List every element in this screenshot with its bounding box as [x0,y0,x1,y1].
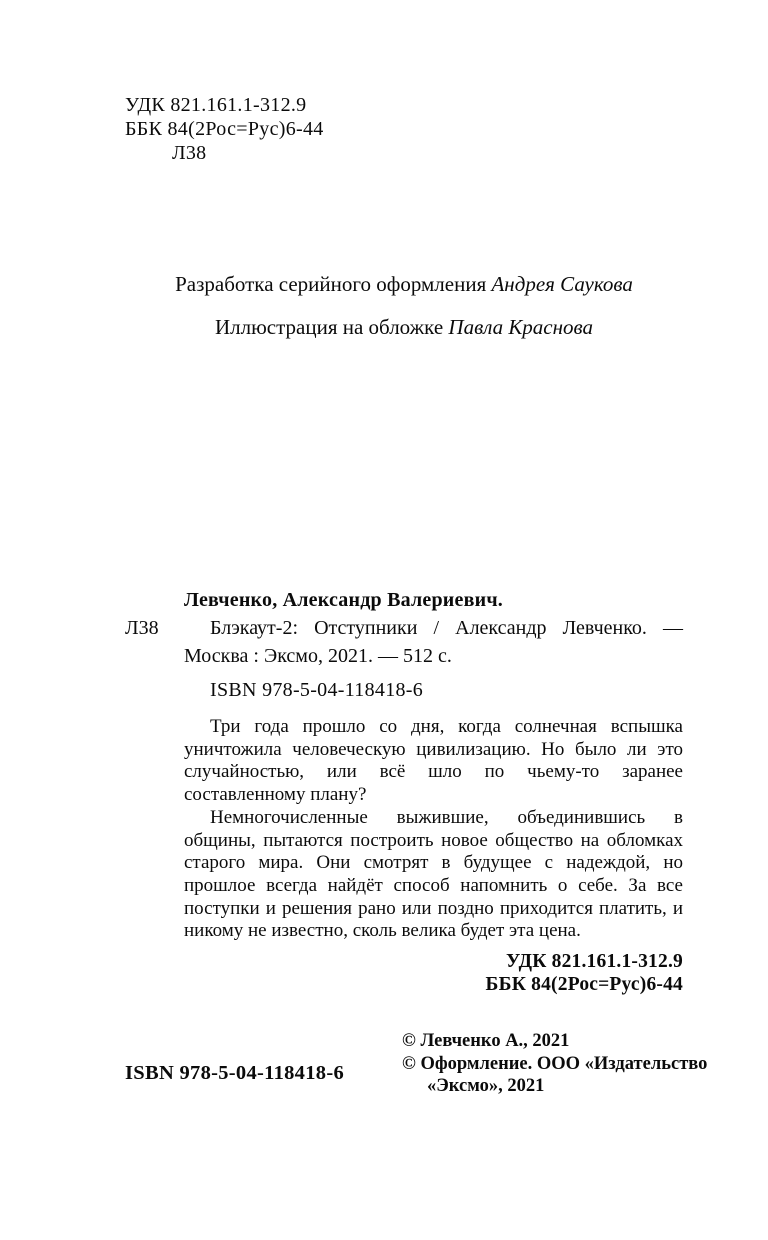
annotation-paragraph-1: Три года прошло со дня, когда солнечная вспышка уничтожила человеческую цивилизацию. Но было ли это случайностью, или всё шло по чьему-то заранее составленному плану? [184,716,683,806]
cover-illustration-credit [125,314,683,340]
annotation-block [184,716,683,943]
cover-artist-name: Павла Краснова [448,315,594,339]
udk-code-top: УДК 821.161.1-312.9 [125,94,307,116]
annotation-paragraph-2: Немногочисленные выжившие, объединившись в общины, пытаются построить новое общество на обломках старого мира. Они смотрят в будущее с надеждой, но прошлое всегда найдёт способ напомнить о себе. За все поступки и решения рано или поздно приходится платить, и никому не известно, сколь велика будет эта цена. [184,806,683,942]
catalog-entry-line-1: Блэкаут-2: Отступники / Александр Левченко. — [210,617,683,639]
bottom-classifier-block [486,950,683,996]
series-design-credit [125,271,683,297]
author-heading: Левченко, Александр Валериевич. [184,589,504,611]
series-design-label: Разработка серийного оформления [175,272,492,296]
copyright-publisher-line-1: © Оформление. ООО «Издательство [402,1053,708,1074]
udk-code-bottom: УДК 821.161.1-312.9 [506,951,683,972]
bbk-code-bottom: ББК 84(2Рос=Рус)6-44 [485,974,683,995]
catalog-card-block [184,586,683,704]
series-designer-name: Андрея Саукова [491,272,633,296]
copyright-author: © Левченко А., 2021 [402,1031,570,1051]
bbk-code-top: ББК 84(2Рос=Рус)6-44 [125,118,324,140]
author-sign-top: Л38 [172,142,207,164]
author-sign-margin: Л38 [125,617,159,639]
cover-illustration-label: Иллюстрация на обложке [214,315,449,339]
isbn-footer: ISBN 978-5-04-118418-6 [125,1062,345,1084]
isbn-catalog: ISBN 978-5-04-118418-6 [210,679,424,701]
copyright-publisher-line-2: «Эксмо», 2021 [427,1076,545,1097]
credits-block [125,271,683,340]
top-classifier-block [125,93,324,165]
copyright-block [402,1030,712,1098]
catalog-entry-line-2: Москва : Эксмо, 2021. — 512 с. [184,645,452,667]
